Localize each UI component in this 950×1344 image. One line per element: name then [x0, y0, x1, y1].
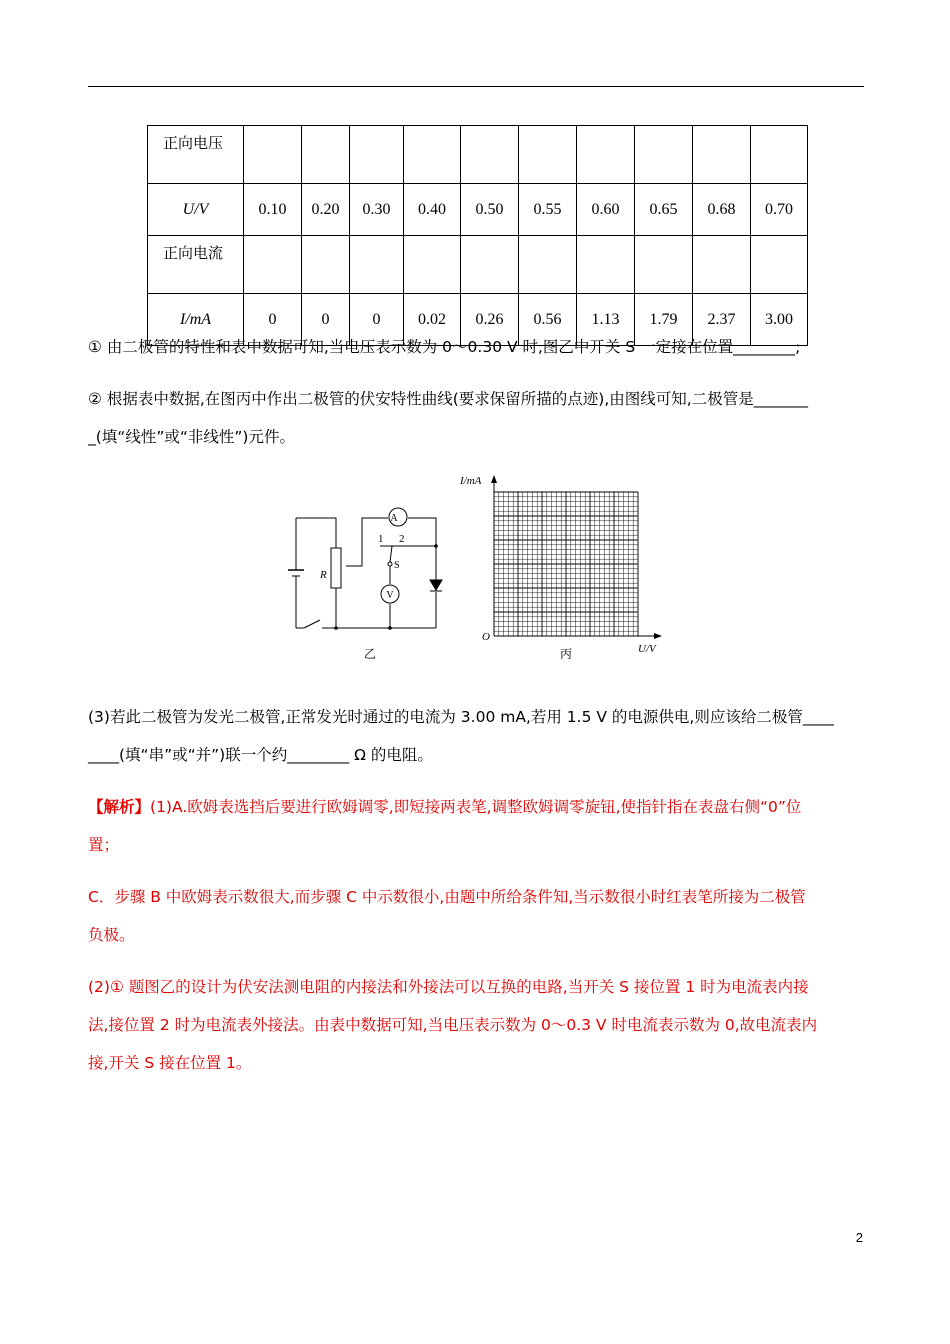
voltage-cell: 0.70: [751, 184, 808, 236]
question-1: ① 由二极管的特性和表中数据可知,当电压表示数为 0～0.30 V 时,图乙中开关 S 一定接在位置________;: [88, 338, 801, 356]
switch-label: S: [394, 560, 400, 571]
terminal-1-label: 1: [378, 533, 384, 545]
voltage-cell: 0.50: [461, 184, 519, 236]
table-row: [148, 236, 808, 294]
current-cell: 0: [350, 294, 404, 346]
answer-1-line-1: 【解析】(1)A.欧姆表选挡后要进行欧姆调零,即短接两表笔,调整欧姆调零旋钮,使指针指在表盘右侧“0”位: [88, 798, 802, 816]
voltage-cell: 0.55: [519, 184, 577, 236]
graph-grid: [494, 492, 638, 636]
answer-3-line-3: 接,开关 S 接在位置 1。: [88, 1054, 252, 1072]
current-cell: 0: [244, 294, 302, 346]
voltage-cell: 0.68: [693, 184, 751, 236]
voltage-cell: 0.10: [244, 184, 302, 236]
current-title-cell: 正向电流: [148, 236, 244, 294]
voltage-title-cell: 正向电压: [148, 126, 244, 184]
page-number: 2: [855, 1230, 863, 1245]
voltage-label-cell: U/V: [148, 184, 244, 236]
answer-2-line-2: 负极。: [88, 926, 135, 944]
current-cell: 3.00: [751, 294, 808, 346]
answer-tag: 【解析】: [88, 798, 151, 816]
voltage-cell: 0.65: [635, 184, 693, 236]
resistor-label: R: [320, 569, 327, 581]
current-cell: 1.13: [577, 294, 635, 346]
current-cell: 2.37: [693, 294, 751, 346]
current-cell: 0.56: [519, 294, 577, 346]
answer-3-line-2: 法,接位置 2 时为电流表外接法。由表中数据可知,当电压表示数为 0～0.3 V 时电流表示数为 0,故电流表内: [88, 1016, 818, 1034]
answer-1-line-2: 置；: [88, 836, 120, 854]
current-cell: 1.79: [635, 294, 693, 346]
table-row: [148, 126, 808, 184]
graph-y-label: I/mA: [460, 475, 482, 487]
question-3-line-2: ____(填“串”或“并”)联一个约________ Ω 的电阻。: [88, 746, 433, 764]
current-cell: 0.02: [404, 294, 461, 346]
current-cell: 0: [302, 294, 350, 346]
voltage-cell: 0.40: [404, 184, 461, 236]
voltage-cell: 0.60: [577, 184, 635, 236]
graph-origin: O: [482, 631, 490, 643]
graph-x-label: U/V: [638, 643, 656, 655]
header-rule: [88, 86, 864, 87]
terminal-2-label: 2: [399, 533, 405, 545]
question-3-line-1: (3)若此二极管为发光二极管,正常发光时通过的电流为 3.00 mA,若用 1.5 V 的电源供电,则应该给二极管____: [88, 708, 834, 726]
question-2-line-2: _(填“线性”或“非线性”)元件。: [88, 428, 295, 446]
answer-2-line-1: C．步骤 B 中欧姆表示数很大,而步骤 C 中示数很小,由题中所给条件知,当示数很小时红表笔所接为二极管: [88, 888, 806, 906]
current-label-cell: I/mA: [148, 294, 244, 346]
ammeter-label: A: [390, 513, 398, 524]
answer-3-line-1: (2)① 题图乙的设计为伏安法测电阻的内接法和外接法可以互换的电路,当开关 S 接位置 1 时为电流表内接: [88, 978, 809, 996]
data-table: [147, 125, 808, 346]
graph-caption: 丙: [560, 647, 573, 661]
figure: [280, 470, 680, 670]
question-2-line-1: ② 根据表中数据,在图丙中作出二极管的伏安特性曲线(要求保留所描的点迹),由图线可知,二极管是_______: [88, 390, 808, 408]
table-row: [148, 184, 808, 236]
circuit-diagram: [288, 508, 442, 628]
current-cell: 0.26: [461, 294, 519, 346]
voltmeter-label: V: [386, 590, 394, 601]
voltage-cell: 0.30: [350, 184, 404, 236]
voltage-cell: 0.20: [302, 184, 350, 236]
circuit-caption: 乙: [364, 647, 377, 661]
